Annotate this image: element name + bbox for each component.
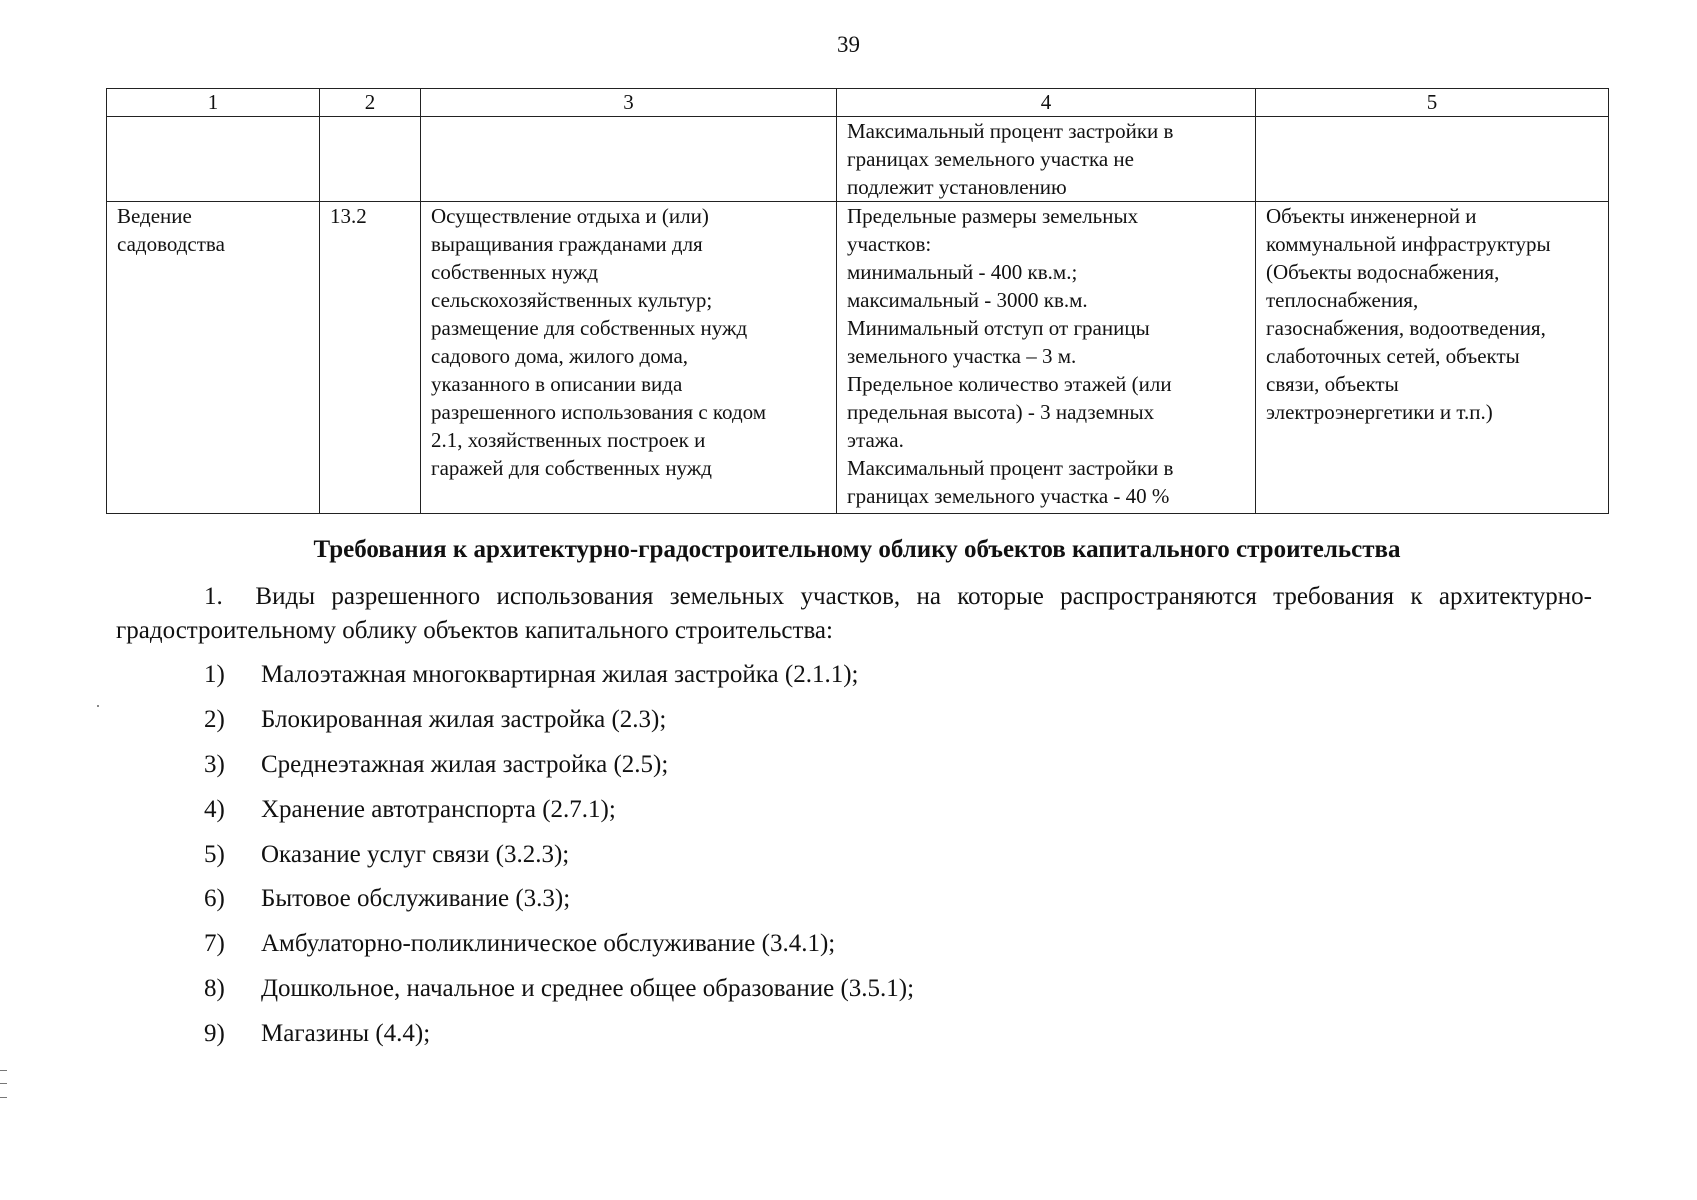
cell-line: разрешенного использования с кодом [431,400,767,424]
list-text: Амбулаторно-поликлиническое обслуживание (3.4.1); [261,930,836,958]
list-number: 6) [204,885,225,913]
cell-line: Предельное количество этажей (или [847,372,1172,396]
page-number: 39 [837,32,860,57]
cell-objects [1256,117,1609,202]
margin-binding-mark [0,1070,7,1098]
cell-line: Ведение [117,204,192,228]
cell-line: теплоснабжения, [1266,288,1419,312]
list-number: 9) [204,1020,225,1048]
cell-line: газоснабжения, водоотведения, [1266,316,1546,340]
cell-line: слаботочных сетей, объекты [1266,344,1520,368]
regulations-table [106,88,1609,514]
cell-line: гаражей для собственных нужд [431,456,712,480]
cell-code: 13.2 [320,202,421,514]
cell-activity-name [107,117,320,202]
intro-paragraph: 1. Виды разрешенного использования земельных участков, на которые распространяются требования к архитектурно-градостроительному облику объектов капитального строительства: [116,583,1592,644]
cell-line: сельскохозяйственных культур; [431,288,713,312]
cell-description [421,117,837,202]
cell-line: указанного в описании вида [431,372,683,396]
list-item [204,793,914,838]
cell-line: размещение для собственных нужд [431,316,748,340]
list-item [204,1017,914,1062]
list-number: 3) [204,750,225,778]
list-text: Оказание услуг связи (3.2.3); [261,840,570,868]
list-item [204,838,914,883]
column-header: 2 [320,89,421,117]
table-row [107,117,1609,202]
cell-line: предельная высота) - 3 надземных [847,400,1155,424]
cell-line: электроэнергетики и т.п.) [1266,400,1493,424]
list-number: 2) [204,705,225,733]
cell-line: земельного участка – 3 м. [847,344,1077,368]
cell-parameters [837,117,1256,202]
cell-line: Осуществление отдыха и (или) [431,204,709,228]
scan-speck [97,705,99,707]
cell-parameters [837,202,1256,514]
cell-line: коммунальной инфраструктуры [1266,232,1551,256]
list-text: Хранение автотранспорта (2.7.1); [261,795,616,823]
cell-line: Максимальный процент застройки в [847,119,1174,143]
list-item [204,882,914,927]
list-number: 4) [204,795,225,823]
cell-line: собственных нужд [431,260,599,284]
cell-line: связи, объекты [1266,372,1399,396]
column-header: 4 [837,89,1256,117]
cell-line: (Объекты водоснабжения, [1266,260,1500,284]
cell-line: Предельные размеры земельных [847,204,1139,228]
list-text: Блокированная жилая застройка (2.3); [261,705,667,733]
cell-line: этажа. [847,428,904,452]
list-number: 1) [204,661,225,688]
cell-activity-name [107,202,320,514]
cell-line: участков: [847,232,932,256]
cell-line: границах земельного участка - 40 % [847,484,1170,508]
list-item [204,658,914,703]
cell-line: максимальный - 3000 кв.м. [847,288,1088,312]
cell-line: садового дома, жилого дома, [431,344,689,368]
cell-objects [1256,202,1609,514]
cell-line: садоводства [117,232,225,256]
cell-code [320,117,421,202]
list-text: Магазины (4.4); [261,1020,431,1048]
list-item [204,703,914,748]
cell-line: Объекты инженерной и [1266,204,1477,228]
cell-line: 2.1, хозяйственных построек и [431,428,706,452]
list-item [204,972,914,1017]
land-use-list [204,658,914,1062]
table-row [107,202,1609,514]
list-text: Дошкольное, начальное и среднее общее образование (3.5.1); [261,975,915,1003]
list-item [204,927,914,972]
list-text: Бытовое обслуживание (3.3); [261,885,571,913]
list-number: 7) [204,930,225,958]
cell-line: подлежит установлению [847,175,1067,199]
cell-line: Максимальный процент застройки в [847,456,1174,480]
cell-description [421,202,837,514]
column-header: 3 [421,89,837,117]
section-title: Требования к архитектурно-градостроительному облику объектов капитального строительства [313,536,1401,563]
cell-line: минимальный - 400 кв.м.; [847,260,1078,284]
list-number: 8) [204,975,225,1003]
column-header: 5 [1256,89,1609,117]
list-number: 5) [204,840,225,868]
list-text: Малоэтажная многоквартирная жилая застройка (2.1.1); [261,661,859,688]
cell-line: Минимальный отступ от границы [847,316,1150,340]
column-header: 1 [107,89,320,117]
list-text: Среднеэтажная жилая застройка (2.5); [261,750,669,778]
list-item [204,748,914,793]
table-header-row [107,89,1609,117]
cell-line: выращивания гражданами для [431,232,703,256]
cell-line: границах земельного участка не [847,147,1134,171]
